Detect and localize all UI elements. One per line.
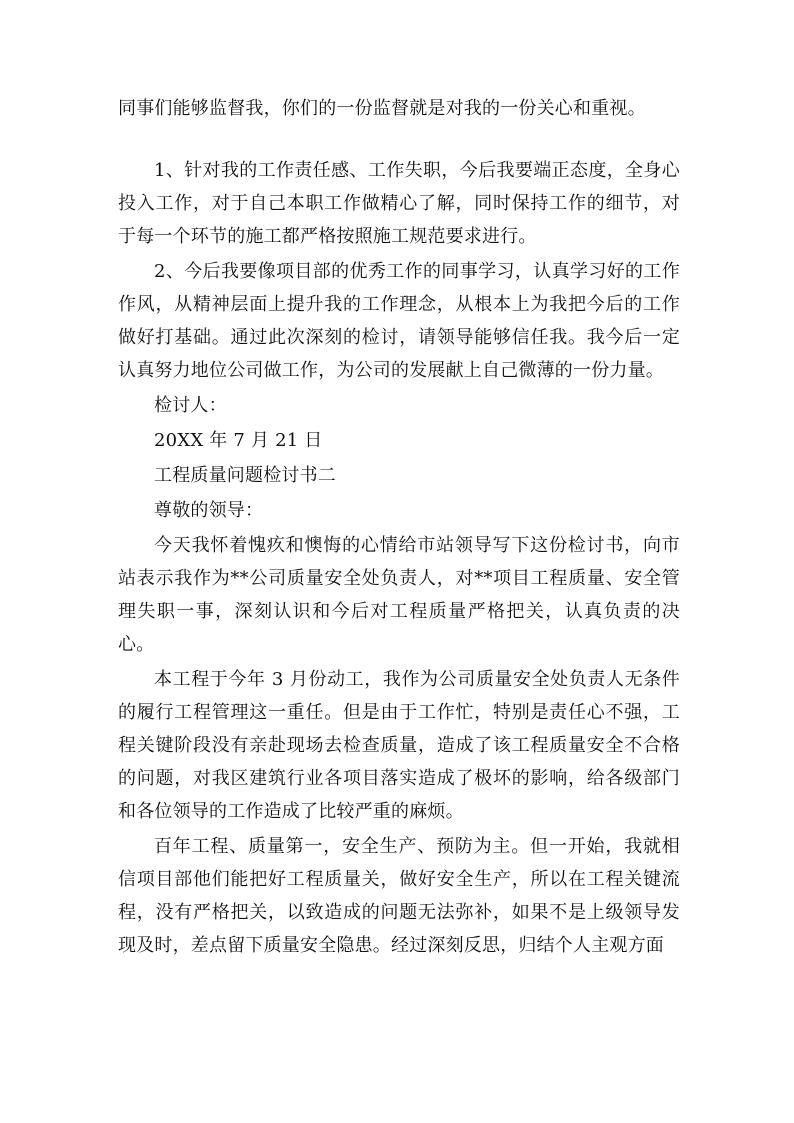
paragraph-quality-reflection: 百年工程、质量第一，安全生产、预防为主。但一开始，我就相信项目部他们能把好工程质量关，做好安全生产，所以在工程关键流程，没有严格把关，以致造成的问题无法弥补，如果不是上级领导发现及时，差点留下质量安全隐患。经过深刻反思，归结个人主观方面 [118, 836, 680, 956]
document-body [118, 92, 680, 962]
paragraph-continuation: 同事们能够监督我，你们的一份监督就是对我的一份关心和重视。 [118, 98, 646, 119]
paragraph-item-1: 1、针对我的工作责任感、工作失职，今后我要端正态度，全身心投入工作，对于自己本职工作做精心了解，同时保持工作的细节，对于每一个环节的施工都严格按照施工规范要求进行。 [118, 160, 680, 247]
signature-label: 检讨人： [154, 395, 227, 416]
paragraph-item-2: 2、今后我要像项目部的优秀工作的同事学习，认真学习好的工作作风，从精神层面上提升我的工作理念，从根本上为我把今后的工作做好打基础。通过此次深刻的检讨，请领导能够信任我。我今后一定认真努力地位公司做工作，为公司的发展献上自己微薄的一份力量。 [118, 261, 680, 381]
salutation: 尊敬的领导： [154, 500, 264, 521]
paragraph-intro: 今天我怀着愧疚和懊悔的心情给市站领导写下这份检讨书，向市站表示我作为**公司质量安全处负责人，对**项目工程质量、安全管理失职一事，深刻认识和今后对工程质量严格把关，认真负责的决心。 [118, 535, 680, 655]
section-title: 工程质量问题检讨书二 [154, 465, 336, 486]
paragraph-project-start: 本工程于今年 3 月份动工，我作为公司质量安全处负责人无条件的履行工程管理这一重任。但是由于工作忙，特别是责任心不强，工程关键阶段没有亲赴现场去检查质量，造成了该工程质量安全不合格的问题，对我区建筑行业各项目落实造成了极坏的影响，给各级部门和各位领导的工作造成了比较严重的麻烦。 [118, 669, 680, 822]
document-date: 20XX 年 7 月 21 日 [154, 430, 323, 451]
